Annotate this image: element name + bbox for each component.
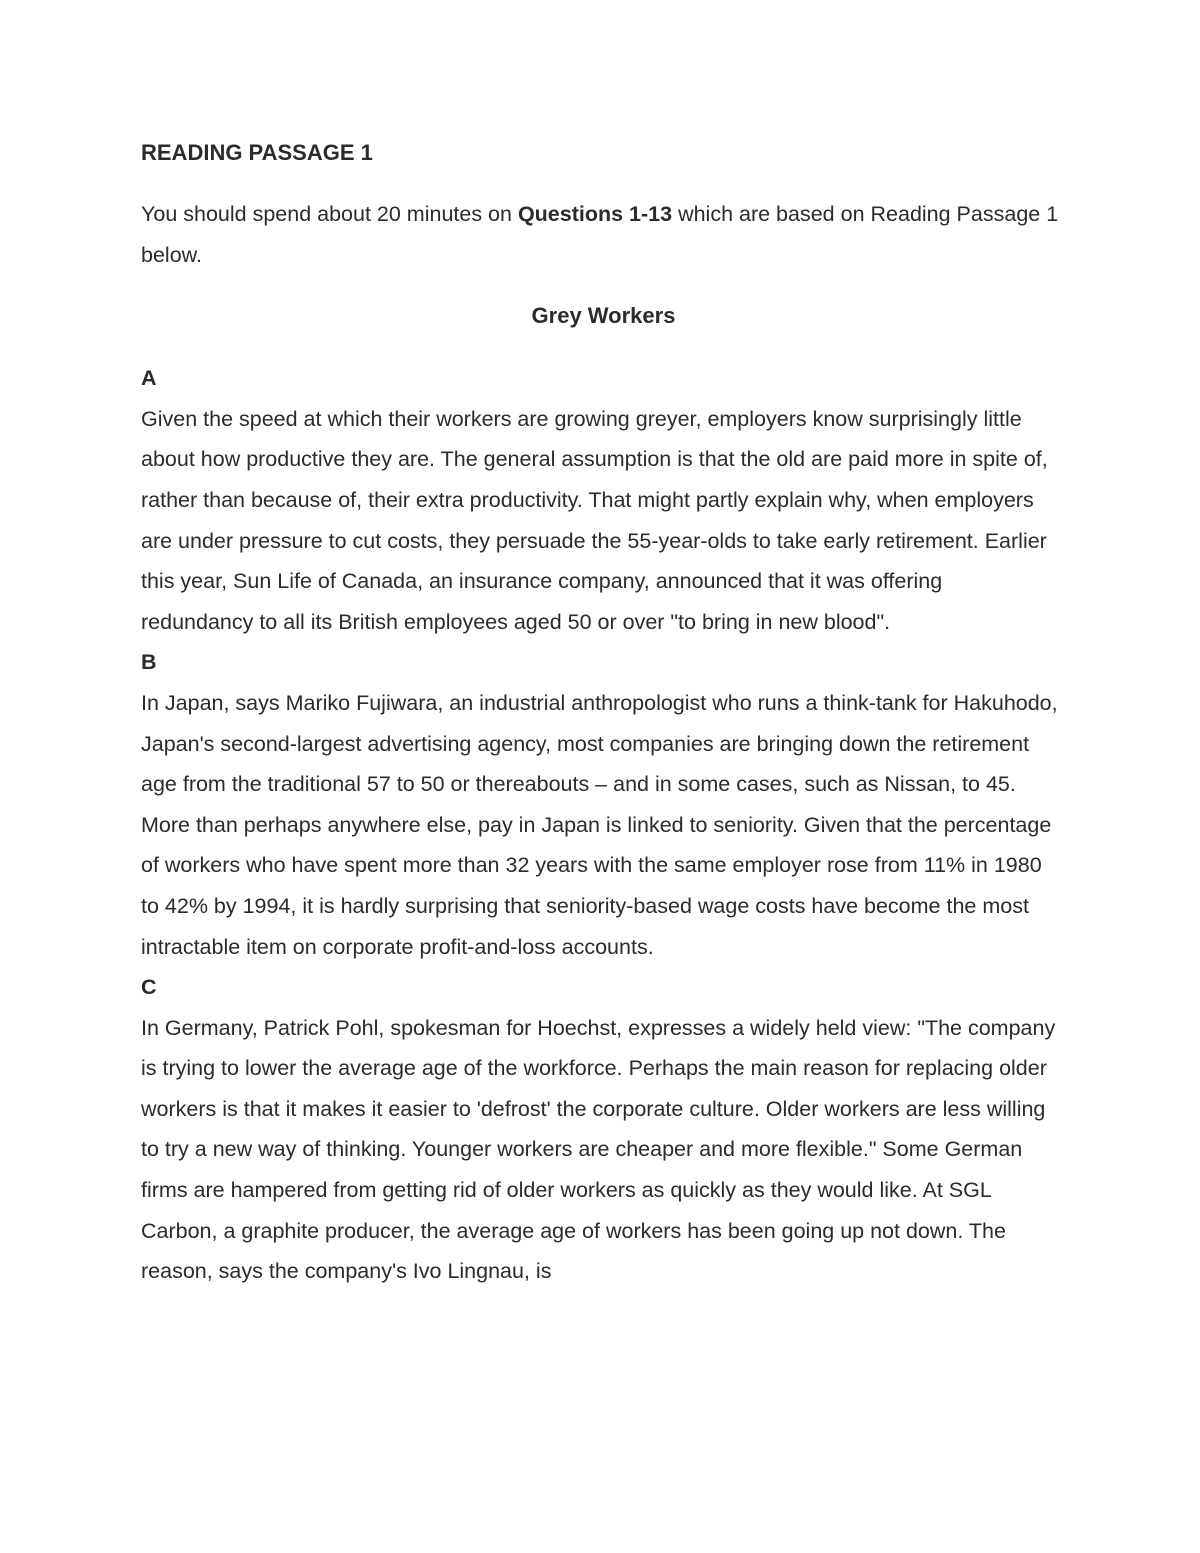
section-b [141,642,1066,967]
section-letter: A [141,366,157,391]
instructions-paragraph [141,194,1066,275]
section-letter: B [141,650,157,675]
document-page [141,138,1066,1292]
section-letter: C [141,975,157,1000]
passage-heading: READING PASSAGE 1 [141,140,373,165]
section-paragraph: In Germany, Patrick Pohl, spokesman for Hoechst, expresses a widely held view: "The company is trying to lower the average age of the workforce. Perhaps the main reason for replacing older workers is that it makes it easier to 'defrost' the corporate culture. Older workers are less willing to try a new way of thinking. Younger workers are cheaper and more flexible." Some German firms are hampered from getting rid of older workers as quickly as they would like. At SGL Carbon, a graphite producer, the average age of workers has been going up not down. The reason, says the company's Ivo Lingnau, is [141,1015,1056,1284]
passage-title: Grey Workers [531,303,676,329]
section-paragraph: In Japan, says Mariko Fujiwara, an industrial anthropologist who runs a think-tank for Hakuhodo, Japan's second-largest advertising agency, most companies are bringing down the retirement age from the traditional 57 to 50 or thereabouts – and in some cases, such as Nissan, to 45. More than perhaps anywhere else, pay in Japan is linked to seniority. Given that the percentage of workers who have spent more than 32 years with the same employer rose from 11% in 1980 to 42% by 1994, it is hardly surprising that seniority-based wage costs have become the most intractable item on corporate profit-and-loss accounts. [141,690,1058,959]
instructions-text-end: which are based on Reading Passage 1 below. [141,202,1059,267]
section-paragraph: Given the speed at which their workers are growing greyer, employers know surprisingly little about how productive they are. The general assumption is that the old are paid more in spite of, rather than because of, their extra productivity. That might partly explain why, when employers are under pressure to cut costs, they persuade the 55-year-olds to take early retirement. Earlier this year, Sun Life of Canada, an insurance company, announced that it was offering redundancy to all its British employees aged 50 or over "to bring in new blood". [141,406,1048,634]
section-c [141,967,1066,1292]
section-a [141,358,1066,642]
instructions-text-start: You should spend about 20 minutes on [141,202,518,226]
questions-range: Questions 1-13 [517,202,673,226]
